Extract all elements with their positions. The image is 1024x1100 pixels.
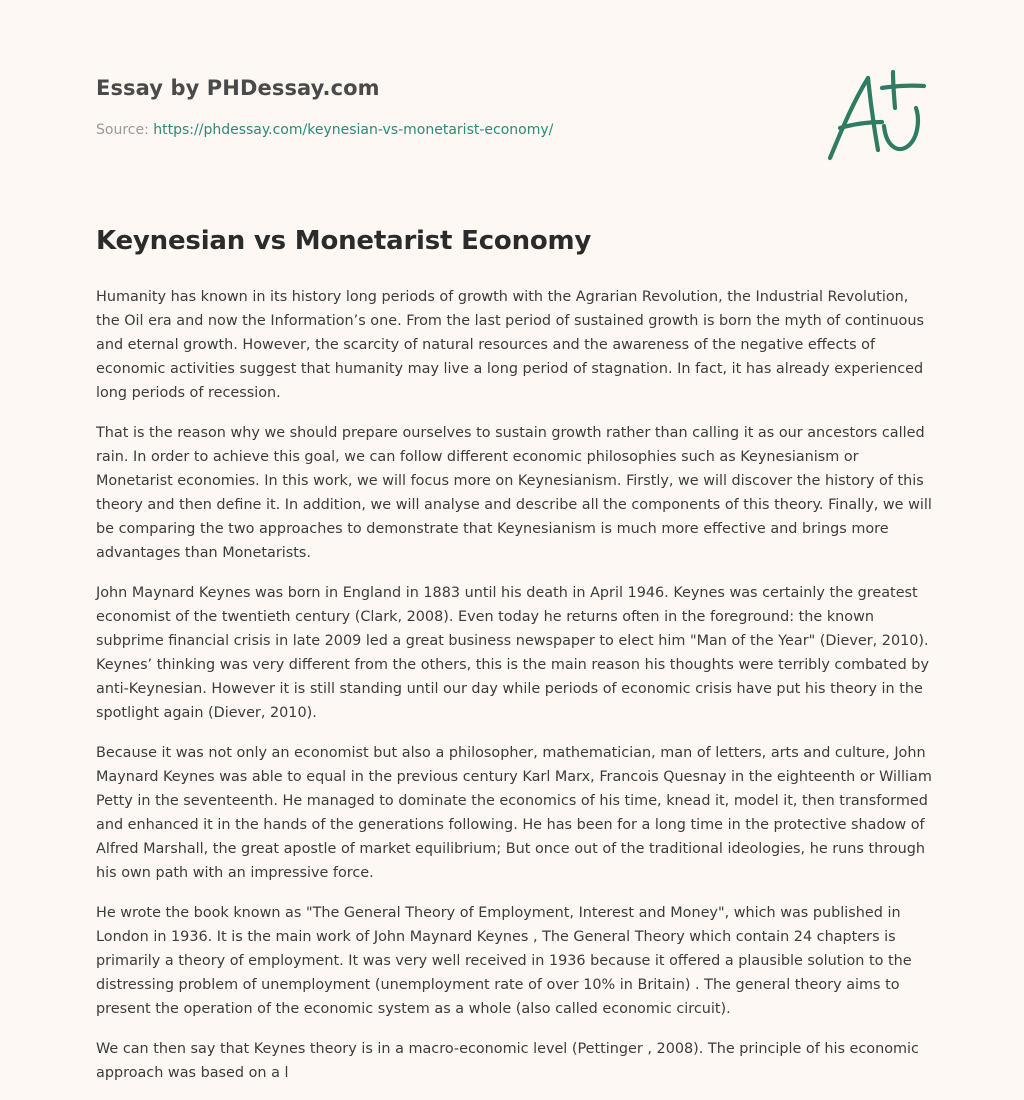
essay-paragraph: Humanity has known in its history long periods of growth with the Agrarian Revolution, the Industrial Revolution, the Oil era and now the Information’s one. From the last period of sustained growth is born the myth of continuous and eternal growth. However, the scarcity of natural resources and the awareness of the negative effects of economic activities suggest that humanity may live a long period of stagnation. In fact, it has already experienced long periods of recession. [96,289,924,401]
page-header [96,76,796,138]
a-plus-grade-icon [818,64,930,168]
essay-paragraph: John Maynard Keynes was born in England in 1883 until his death in April 1946. Keynes was certainly the greatest economist of the twentieth century (Clark, 2008). Even today he returns often in the foreground: the known subprime financial crisis in late 2009 led a great business newspaper to elect him "Man of the Year" (Diever, 2010). Keynes’ thinking was very different from the others, this is the main reason his thoughts were terribly combated by anti-Keynesian. However it is still standing until our day while periods of economic crisis have put his theory in the spotlight again (Diever, 2010). [96,585,929,721]
essay-body [96,285,932,1100]
essay-paragraph: He wrote the book known as "The General Theory of Employment, Interest and Money", which was published in London in 1936. It is the main work of John Maynard Keynes , The General Theory which contain 24 chapters is primarily a theory of employment. It was very well received in 1936 because it offered a plausible solution to the distressing problem of unemployment (unemployment rate of over 10% in Britain) . The general theory aims to present the operation of the economic system as a whole (also called economic circuit). [96,905,912,1017]
source-line [96,122,796,138]
essay-paragraph: We can then say that Keynes theory is in a macro-economic level (Pettinger , 2008). The principle of his economic approach was based on a l [96,1041,919,1081]
essay-title: Keynesian vs Monetarist Economy [96,226,592,256]
source-label: Source: [96,122,154,138]
essay-paragraph: Because it was not only an economist but also a philosopher, mathematician, man of letters, arts and culture, John Maynard Keynes was able to equal in the previous century Karl Marx, Francois Quesnay in the eighteenth or William Petty in the seventeenth. He managed to dominate the economics of his time, knead it, model it, then transformed and enhanced it in the hands of the generations following. He has been for a long time in the protective shadow of Alfred Marshall, the great apostle of market equilibrium; But once out of the traditional ideologies, he runs through his own path with an impressive force. [96,745,932,881]
essay-paragraph: That is the reason why we should prepare ourselves to sustain growth rather than calling it as our ancestors called rain. In order to achieve this goal, we can follow different economic philosophies such as Keynesianism or Monetarist economies. In this work, we will focus more on Keynesianism. Firstly, we will discover the history of this theory and then define it. In addition, we will analyse and describe all the components of this theory. Finally, we will be comparing the two approaches to demonstrate that Keynesianism is much more effective and brings more advantages than Monetarists. [96,425,932,561]
site-brand: Essay by PHDessay.com [96,76,380,100]
source-link[interactable]: https://phdessay.com/keynesian-vs-monetarist-economy/ [153,122,554,138]
